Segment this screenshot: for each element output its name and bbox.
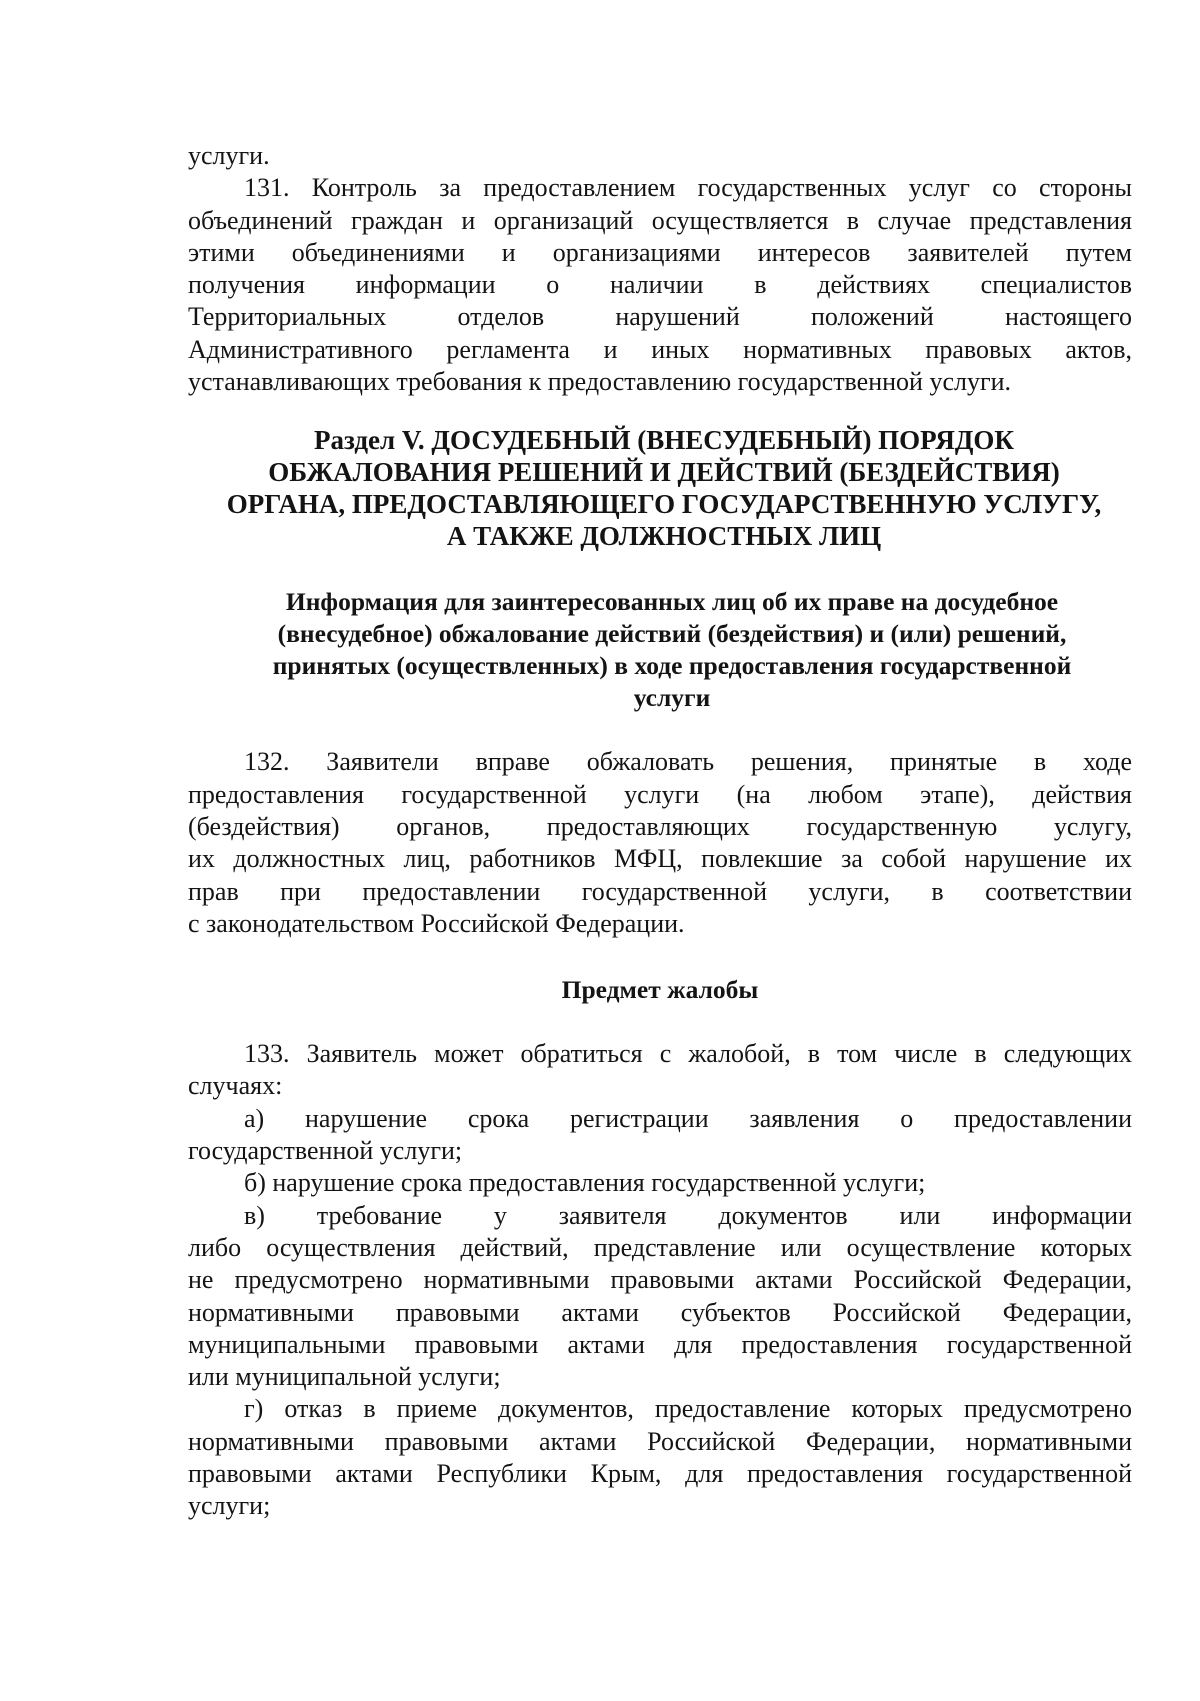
title-line: ОРГАНА, ПРЕДОСТАВЛЯЮЩЕГО ГОСУДАРСТВЕННУЮ УСЛУГУ, xyxy=(226,489,1102,520)
text-line: Административного регламента и иных нормативных правовых актов, xyxy=(188,334,1132,364)
section-5-title xyxy=(188,424,1132,552)
paragraph-131 xyxy=(188,172,1132,398)
text-line: г) отказ в приеме документов, предоставление которых предусмотрено xyxy=(244,1394,1132,1424)
text-line: их должностных лиц, работников МФЦ, повлекшие за собой нарушение их xyxy=(188,844,1132,874)
document-page xyxy=(188,140,1132,1523)
text-line: либо осуществления действий, представление или осуществление которых xyxy=(188,1232,1132,1262)
text-line: муниципальными правовыми актами для предоставления государственной xyxy=(188,1329,1132,1359)
text-line: этими объединениями и организациями интересов заявителей путем xyxy=(188,237,1132,267)
heading-line: принятых (осуществленных) в ходе предоставления государственной xyxy=(272,651,1072,681)
text-line: а) нарушение срока регистрации заявления о предоставлении xyxy=(244,1103,1132,1133)
text-line: в) требование у заявителя документов или информации xyxy=(244,1200,1132,1230)
heading-line: Предмет жалобы xyxy=(561,975,759,1005)
heading-line: (внесудебное) обжалование действий (бездействия) и (или) решений, xyxy=(277,619,1067,649)
heading-line: услуги xyxy=(633,683,711,713)
text-line: 132. Заявители вправе обжаловать решения, принятые в ходе xyxy=(244,747,1132,777)
heading-line: Информация для заинтересованных лиц об их праве на досудебное xyxy=(285,587,1059,617)
title-line: Раздел V. ДОСУДЕБНЫЙ (ВНЕСУДЕБНЫЙ) ПОРЯДОК xyxy=(314,425,1014,456)
text-line: нормативными правовыми актами Российской Федерации, нормативными xyxy=(188,1426,1132,1456)
info-heading xyxy=(188,586,1132,714)
text-line: Территориальных отделов нарушений положений настоящего xyxy=(188,302,1132,332)
text-line: правовыми актами Республики Крым, для предоставления государственной xyxy=(188,1459,1132,1489)
text-line: государственной услуги; xyxy=(188,1136,463,1166)
title-line: А ТАКЖЕ ДОЛЖНОСТНЫХ ЛИЦ xyxy=(446,521,882,552)
text-line: 131. Контроль за предоставлением государственных услуг со стороны xyxy=(244,173,1132,203)
text-line: случаях: xyxy=(188,1071,283,1101)
list-item-v xyxy=(188,1200,1132,1394)
text-line: не предусмотрено нормативными правовыми актами Российской Федерации, xyxy=(188,1265,1132,1295)
text-line: (бездействия) органов, предоставляющих государственную услугу, xyxy=(188,811,1132,841)
paragraph-132 xyxy=(188,746,1132,940)
list-item-a xyxy=(188,1103,1132,1168)
text-line: нормативными правовыми актами субъектов Российской Федерации, xyxy=(188,1297,1132,1327)
list-item-b xyxy=(188,1167,1132,1199)
text-line: или муниципальной услуги; xyxy=(188,1362,501,1392)
intro-tail xyxy=(188,140,1132,172)
subject-heading xyxy=(188,974,1132,1006)
text-line: услуги; xyxy=(188,1491,271,1521)
text-line: с законодательством Российской Федерации. xyxy=(188,908,685,938)
text-line: объединений граждан и организаций осуществляется в случае представления xyxy=(188,205,1132,235)
list-item-g xyxy=(188,1393,1132,1522)
text-line: б) нарушение срока предоставления государственной услуги; xyxy=(244,1168,926,1198)
title-line: ОБЖАЛОВАНИЯ РЕШЕНИЙ И ДЕЙСТВИЙ (БЕЗДЕЙСТВИЯ) xyxy=(268,457,1060,488)
text-line: 133. Заявитель может обратиться с жалобой, в том числе в следующих xyxy=(244,1039,1132,1069)
text-line: получения информации о наличии в действиях специалистов xyxy=(188,270,1132,300)
paragraph-133 xyxy=(188,1038,1132,1103)
text-line: устанавливающих требования к предоставлению государственной услуги. xyxy=(188,367,1012,397)
text-line: предоставления государственной услуги (на любом этапе), действия xyxy=(188,779,1132,809)
text-line: услуги. xyxy=(188,141,270,170)
text-line: прав при предоставлении государственной услуги, в соответствии xyxy=(188,876,1132,906)
